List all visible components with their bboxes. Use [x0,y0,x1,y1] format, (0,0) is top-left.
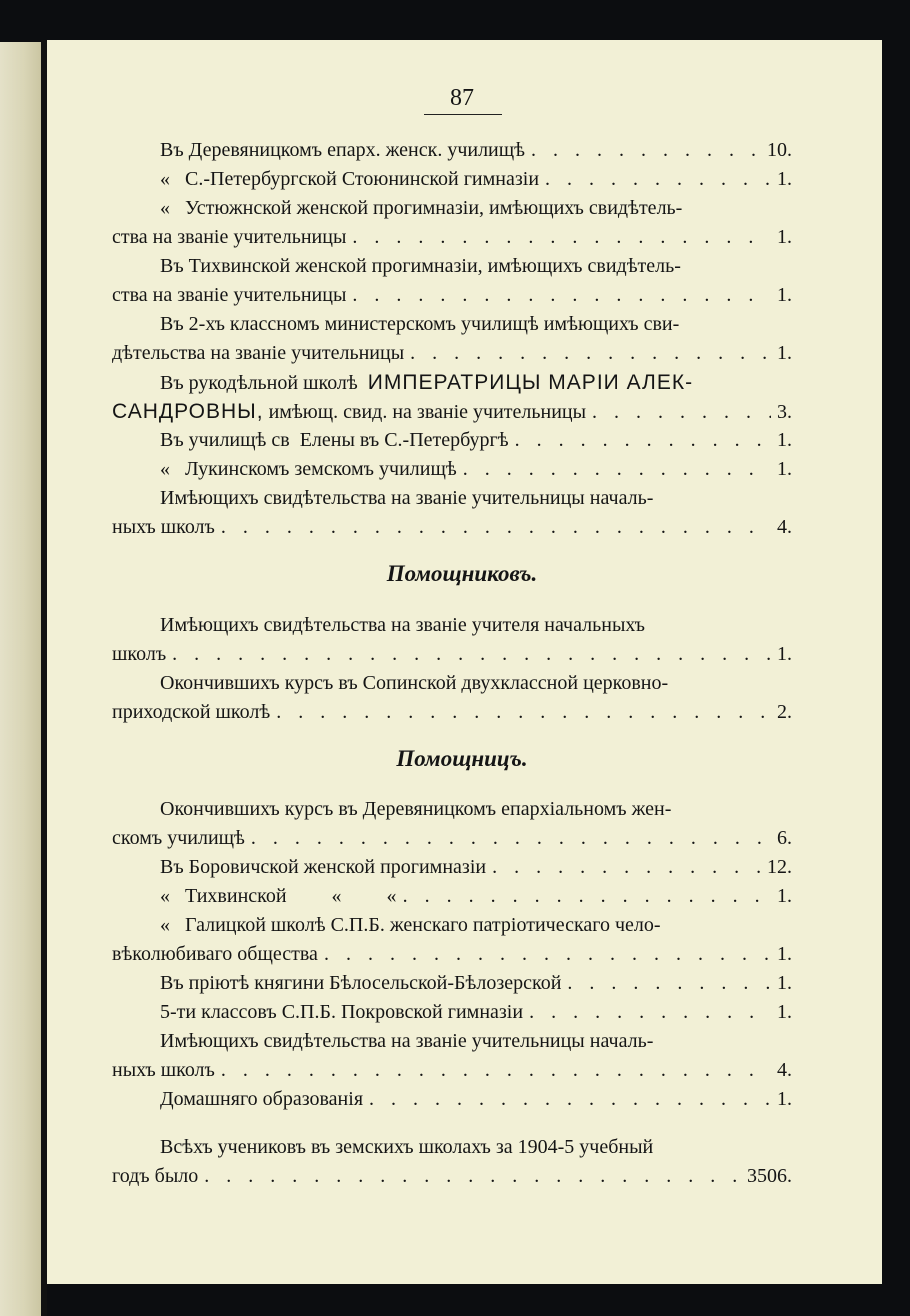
text-line: Въ Деревяницкомъ епарх. женск. училищѣ . . . 10. [160,139,792,165]
text-line: Въ училищѣ св Елены въ С.-Петербургѣ . . . 1. [160,429,792,455]
text-line: школъ . . . 1. [112,643,792,669]
page-number-rule [424,114,502,115]
document-page [47,40,882,1284]
text-line: САНДРОВНЫ, имѣющ. свид. на званіе учительницы . . . 3. [112,400,792,426]
text-line: « Лукинскомъ земскомъ училищѣ . . . 1. [160,458,792,484]
text-line: Въ Боровичской женской прогимназіи . . . 12. [160,856,792,882]
text-line: Имѣющихъ свидѣтельства на званіе учителя начальныхъ [160,614,645,636]
text-line: Имѣющихъ свидѣтельства на званіе учительницы началь- [160,487,654,509]
text-line: ства на званіе учительницы . . . 1. [112,284,792,310]
text-line: 5-ти классовъ С.П.Б. Покровской гимназіи . . . 1. [160,1001,792,1027]
text-line: годъ было . . . 3506. [112,1165,792,1191]
text-line: Окончившихъ курсъ въ Деревяницкомъ епархіальномъ жен- [160,798,672,820]
text-line: Въ пріютѣ княгини Бѣлосельской-Бѣлозерской . . . 1. [160,972,792,998]
text-line: « Устюжнской женской прогимназіи, имѣющихъ свидѣтель- [160,197,683,219]
text-line: « Галицкой школѣ С.П.Б. женскаго патріотическаго чело- [160,914,661,936]
text-line: скомъ училищѣ . . . 6. [112,827,792,853]
section-heading: Помощниковъ. [386,561,538,586]
text-line: « Тихвинской « « . . . 1. [160,885,792,911]
text-line: Всѣхъ учениковъ въ земскихъ школахъ за 1904-5 учебный [160,1136,654,1158]
text-line: Имѣющихъ свидѣтельства на званіе учительницы началь- [160,1030,654,1052]
text-line: приходской школѣ . . . 2. [112,701,792,727]
section-heading: Помощницъ. [396,746,528,771]
text-line: Окончившихъ курсъ въ Сопинской двухклассной церковно- [160,672,669,694]
text-line: вѣколюбиваго общества . . . 1. [112,943,792,969]
text-line: Въ 2-хъ классномъ министерскомъ училищѣ имѣющихъ сви- [160,313,680,335]
text-line: Домашняго образованія . . . 1. [160,1088,792,1114]
text-line: Въ Тихвинской женской прогимназіи, имѣющихъ свидѣтель- [160,255,681,277]
left-page-edge [0,42,44,1316]
text-line: « С.-Петербургской Стоюнинской гимназіи . . . 1. [160,168,792,194]
text-line: ства на званіе учительницы . . . 1. [112,226,792,252]
text-line: Въ рукодѣльной школѣ ИМПЕРАТРИЦЫ МАРІИ АЛЕК- [160,371,694,394]
text-line: дѣтельства на званіе учительницы . . . 1. [112,342,792,368]
page-number: 87 [450,85,474,111]
text-line: ныхъ школъ . . . 4. [112,516,792,542]
text-line: ныхъ школъ . . . 4. [112,1059,792,1085]
